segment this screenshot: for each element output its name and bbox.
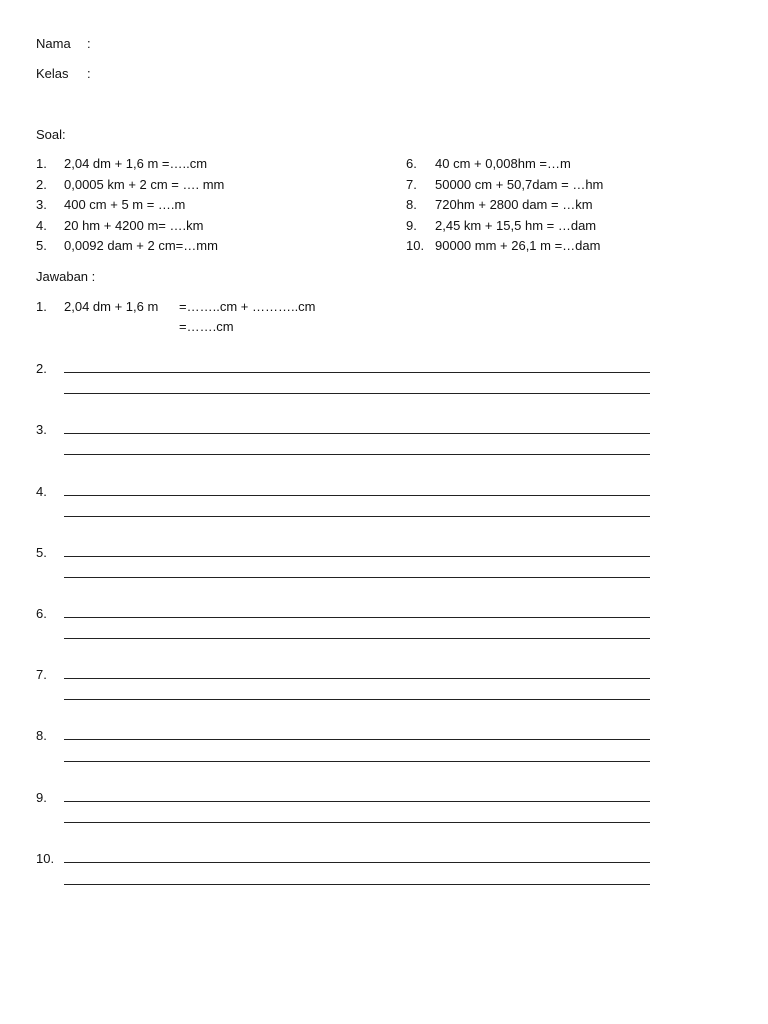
- answer-8-line-2[interactable]: [64, 761, 650, 762]
- question-10-number: 10.: [406, 238, 425, 253]
- question-8-number: 8.: [406, 197, 417, 212]
- question-6-number: 6.: [406, 156, 417, 171]
- question-5-number: 5.: [36, 238, 47, 253]
- answer-10-line-1[interactable]: [64, 862, 650, 863]
- answer-8-line-1[interactable]: [64, 739, 650, 740]
- question-3-number: 3.: [36, 197, 47, 212]
- example-expression: 2,04 dm + 1,6 m: [64, 299, 159, 314]
- question-2-number: 2.: [36, 177, 47, 192]
- jawaban-heading: Jawaban :: [36, 269, 96, 284]
- question-2-text: 0,0005 km + 2 cm = …. mm: [64, 177, 225, 192]
- answer-3-line-1[interactable]: [64, 433, 650, 434]
- question-10-text: 90000 mm + 26,1 m =…dam: [435, 238, 601, 253]
- nama-label: Nama: [36, 36, 71, 51]
- answer-2-line-2[interactable]: [64, 393, 650, 394]
- answer-3-number: 3.: [36, 422, 47, 437]
- answer-9-number: 9.: [36, 790, 47, 805]
- answer-7-number: 7.: [36, 667, 47, 682]
- answer-9-line-1[interactable]: [64, 801, 650, 802]
- answer-4-line-2[interactable]: [64, 516, 650, 517]
- answer-3-line-2[interactable]: [64, 454, 650, 455]
- example-number: 1.: [36, 299, 47, 314]
- answer-9-line-2[interactable]: [64, 822, 650, 823]
- answer-8-number: 8.: [36, 728, 47, 743]
- answer-10-number: 10.: [36, 851, 55, 866]
- answer-4-line-1[interactable]: [64, 495, 650, 496]
- question-9-number: 9.: [406, 218, 417, 233]
- question-4-text: 20 hm + 4200 m= ….km: [64, 218, 204, 233]
- question-6-text: 40 cm + 0,008hm =…m: [435, 156, 571, 171]
- question-7-number: 7.: [406, 177, 417, 192]
- answer-4-number: 4.: [36, 484, 47, 499]
- nama-colon: :: [87, 36, 91, 51]
- question-8-text: 720hm + 2800 dam = …km: [435, 197, 593, 212]
- kelas-colon: :: [87, 66, 91, 81]
- question-7-text: 50000 cm + 50,7dam = …hm: [435, 177, 604, 192]
- question-9-text: 2,45 km + 15,5 hm = …dam: [435, 218, 597, 233]
- soal-heading: Soal:: [36, 127, 66, 142]
- question-3-text: 400 cm + 5 m = ….m: [64, 197, 186, 212]
- answer-6-line-1[interactable]: [64, 617, 650, 618]
- answer-7-line-1[interactable]: [64, 678, 650, 679]
- example-step-1: =……..cm + ………..cm: [179, 299, 316, 314]
- question-1-text: 2,04 dm + 1,6 m =…..cm: [64, 156, 208, 171]
- answer-2-line-1[interactable]: [64, 372, 650, 373]
- question-4-number: 4.: [36, 218, 47, 233]
- kelas-label: Kelas: [36, 66, 69, 81]
- answer-10-line-2[interactable]: [64, 884, 650, 885]
- answer-5-line-1[interactable]: [64, 556, 650, 557]
- answer-6-line-2[interactable]: [64, 638, 650, 639]
- question-1-number: 1.: [36, 156, 47, 171]
- answer-5-number: 5.: [36, 545, 47, 560]
- answer-2-number: 2.: [36, 361, 47, 376]
- answer-6-number: 6.: [36, 606, 47, 621]
- answer-7-line-2[interactable]: [64, 699, 650, 700]
- example-step-2: =…….cm: [179, 319, 234, 334]
- answer-5-line-2[interactable]: [64, 577, 650, 578]
- question-5-text: 0,0092 dam + 2 cm=…mm: [64, 238, 218, 253]
